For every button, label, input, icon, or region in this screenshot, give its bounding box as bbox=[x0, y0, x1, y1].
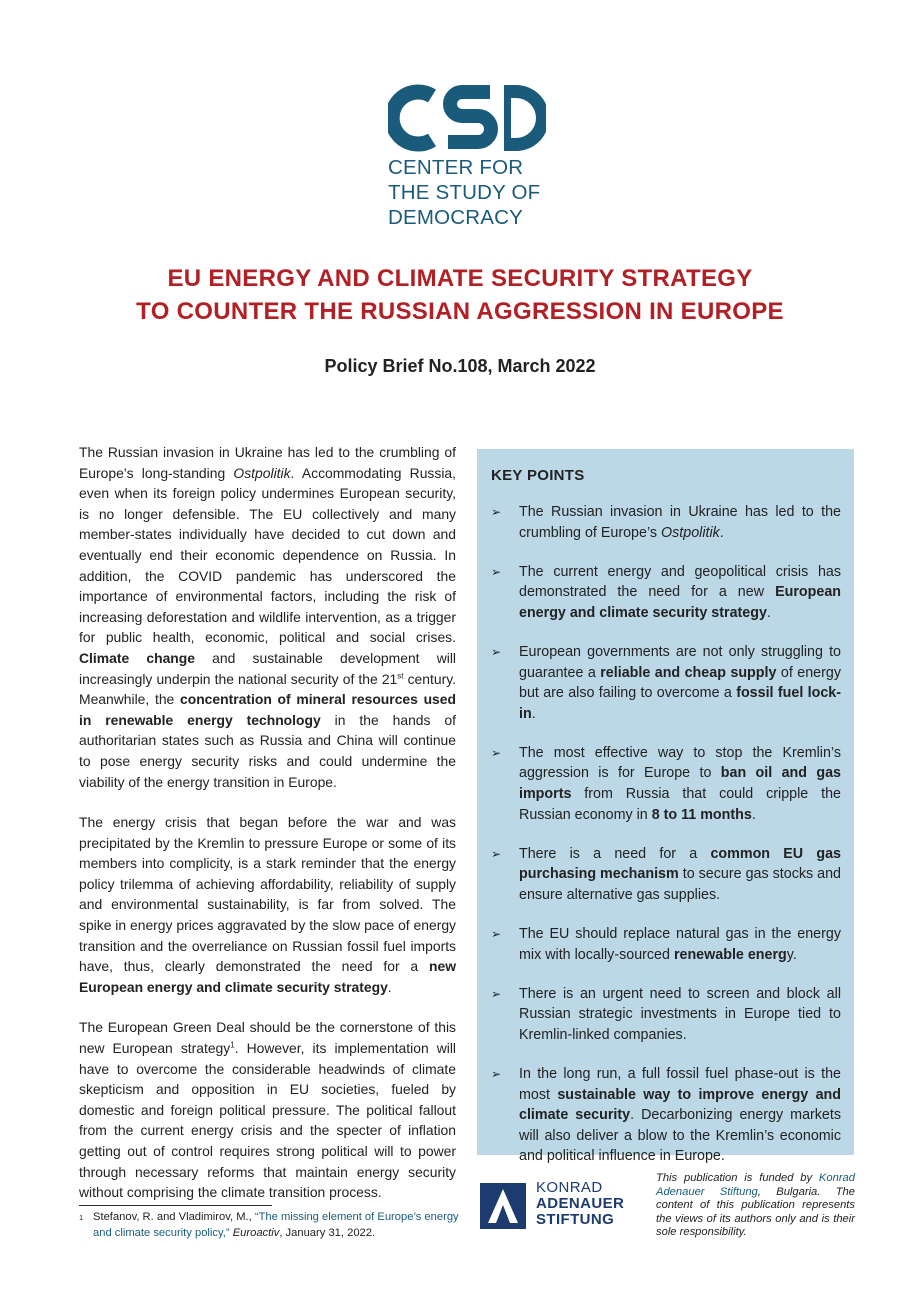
kp8-text-2: . Decarbonizing energy markets will also deliver a blow to the Kremlin’s economic and political influence in Europe. bbox=[519, 1107, 841, 1165]
kp7-text-1: There is an urgent need to screen and block all Russian strategic investments in Europe tied to Kremlin-linked companies. bbox=[519, 985, 841, 1043]
key-points-title: KEY POINTS bbox=[491, 467, 585, 484]
logo-line-2: THE STUDY OF bbox=[388, 181, 541, 204]
footnote-date: , January 31, 2022. bbox=[279, 1226, 376, 1239]
key-point-item bbox=[491, 924, 841, 965]
paragraph-3 bbox=[79, 1017, 456, 1202]
kp4-text-2: from Russia that could cripple the Russian economy in bbox=[519, 786, 841, 823]
key-point-item bbox=[491, 502, 841, 543]
footnote-number: 1 bbox=[79, 1213, 84, 1222]
kp3-bold-2: fossil fuel lock-in bbox=[519, 685, 842, 722]
kas-line-1: KONRAD bbox=[536, 1179, 603, 1196]
kas-emblem-icon bbox=[480, 1183, 526, 1229]
p1-bold-2: concentration of mineral resources used in renewable energy technology bbox=[79, 691, 456, 728]
arrowhead-bullet-icon: ➢ bbox=[491, 846, 502, 861]
key-point-text bbox=[519, 1064, 841, 1167]
main-text-column bbox=[79, 442, 456, 1203]
footnote bbox=[79, 1210, 459, 1241]
key-point-text bbox=[519, 743, 841, 825]
p1-text-5: in the hands of authoritarian states such as Russia and China will continue to pose energy security risks and could undermine the viability of the energy transition in Europe. bbox=[79, 711, 456, 790]
kp2-text-2: . bbox=[766, 604, 771, 621]
arrowhead-bullet-icon: ➢ bbox=[491, 564, 502, 579]
kp4-bold-1: ban oil and gas imports bbox=[519, 765, 841, 803]
paragraph-2 bbox=[79, 812, 456, 997]
funding-text-1: This publication is funded by bbox=[656, 1172, 819, 1184]
key-point-text bbox=[519, 642, 841, 724]
funding-text-2: , Bulgaria. The content of this publication represents the views of its authors only and is their sole responsibility. bbox=[656, 1185, 855, 1238]
kp1-text-1: The Russian invasion in Ukraine has led to the crumbling of Europe’s bbox=[519, 504, 841, 541]
kp3-text-3: . bbox=[531, 705, 536, 722]
kp8-bold-1: sustainable way to improve energy and climate security bbox=[519, 1086, 841, 1124]
arrowhead-bullet-icon: ➢ bbox=[491, 986, 502, 1001]
kp1-text-2: . bbox=[719, 524, 724, 541]
p1-text-1: The Russian invasion in Ukraine has led to the crumbling of Europe’s long-standing bbox=[79, 444, 456, 481]
kp3-bold-1: reliable and cheap supply bbox=[600, 664, 777, 681]
p2-bold-1: new European energy and climate security strategy bbox=[79, 958, 456, 995]
p3-text-1: The European Green Deal should be the cornerstone of this new European strategy bbox=[79, 1019, 456, 1057]
paragraph-1 bbox=[79, 442, 456, 792]
kp2-bold-1: European energy and climate security strategy bbox=[519, 584, 841, 621]
key-points-box bbox=[477, 449, 854, 1165]
p1-text-4: century. Meanwhile, the bbox=[79, 670, 456, 708]
kp8-text-1: In the long run, a full fossil fuel phase-out is the most bbox=[519, 1065, 841, 1103]
p1-italic: Ostpolitik bbox=[233, 464, 291, 481]
kp5-bold-1: common EU gas purchasing mechanism bbox=[519, 845, 842, 883]
kp2-text-1: The current energy and geopolitical crisis has demonstrated the need for a new bbox=[519, 563, 841, 601]
key-point-text bbox=[519, 984, 841, 1046]
footnote-divider bbox=[79, 1205, 272, 1206]
kas-line-2: ADENAUER bbox=[536, 1195, 625, 1212]
kas-line-3: STIFTUNG bbox=[536, 1211, 615, 1228]
arrowhead-bullet-icon: ➢ bbox=[491, 505, 502, 519]
key-point-text bbox=[519, 562, 841, 624]
kp4-text-1: The most effective way to stop the Kremlin’s aggression is for Europe to bbox=[519, 744, 841, 782]
kp6-bold-1: renewable energ bbox=[673, 946, 787, 963]
csd-logo bbox=[388, 82, 548, 230]
p2-text-1: The energy crisis that began before the war and was precipitated by the Kremlin to pressure Europe or some of its members into complicity, is a stark reminder that the energy policy trilemma of achieving affordability, reliability of supply and environmental sustainability, is far from solved. The spike in energy prices aggravated by the slow pace of energy transition and the overreliance on Russian fossil fuel imports have, thus, clearly demonstrated the need for a bbox=[79, 814, 456, 975]
p2-text-2: . bbox=[387, 978, 392, 995]
key-point-item bbox=[491, 562, 841, 624]
logo-line-3: DEMOCRACY bbox=[388, 206, 524, 229]
kas-logo bbox=[480, 1180, 635, 1232]
kp3-text-1: European governments are not only struggling to guarantee a bbox=[519, 643, 841, 681]
key-point-item bbox=[491, 984, 841, 1046]
footnote-text bbox=[93, 1210, 459, 1241]
policy-brief-subtitle: Policy Brief No.108, March 2022 bbox=[324, 356, 596, 376]
kp5-text-2: to secure gas stocks and ensure alternative gas supplies. bbox=[519, 866, 841, 903]
logo-line-1: CENTER FOR bbox=[388, 156, 524, 179]
key-point-text bbox=[519, 502, 841, 543]
key-point-item bbox=[491, 844, 841, 906]
p1-text-2: . Accommodating Russia, even when its foreign policy undermines European security, is no longer defensible. The EU collectively and many member-states individually have decided to cut down and eventually end their economic dependence on Russia. In addition, the COVID pandemic has underscored the importance of environmental factors, including the risk of increasing deforestation and wildlife intervention, as a trigger for public health, economic, political and social crises. bbox=[79, 464, 456, 646]
arrowhead-bullet-icon: ➢ bbox=[491, 927, 502, 941]
csd-wordmark bbox=[388, 82, 546, 154]
kp1-italic: Ostpolitik bbox=[661, 524, 720, 541]
p1-text-3: and sustainable development will increasingly underpin the national security of the 21 bbox=[79, 649, 457, 687]
title-line-1: EU ENERGY AND CLIMATE SECURITY STRATEGY bbox=[167, 265, 753, 292]
p1-superscript: st bbox=[397, 670, 404, 680]
footnote-ref-1[interactable]: 1 bbox=[230, 1040, 235, 1050]
key-point-item bbox=[491, 642, 841, 724]
p1-bold-1: Climate change bbox=[79, 649, 195, 666]
document-title bbox=[0, 262, 920, 328]
key-point-item bbox=[491, 1064, 841, 1167]
kp4-text-3: . bbox=[751, 806, 756, 823]
kas-link[interactable]: Konrad Adenauer Stiftung bbox=[656, 1172, 855, 1198]
key-point-item bbox=[491, 743, 841, 825]
kp5-text-1: There is a need for a bbox=[519, 845, 711, 862]
footnote-authors: Stefanov, R. and Vladimirov, M., bbox=[93, 1211, 255, 1223]
footnote-source: Euroactiv bbox=[232, 1226, 280, 1239]
key-point-text bbox=[519, 924, 841, 965]
kp4-bold-2: 8 to 11 months bbox=[651, 806, 752, 823]
p3-text-2: . However, its implementation will have to overcome the considerable headwinds of climate skepticism and opposition in EU societies, fueled by domestic and foreign political pressure. The political fallout from the current energy crisis and the specter of inflation getting out of control requires strong political will to power through necessary reforms that maintain energy security without comprising the climate transition process. bbox=[79, 1040, 457, 1201]
kp6-text-2: y. bbox=[786, 946, 797, 963]
title-line-2: TO COUNTER THE RUSSIAN AGGRESSION IN EUROPE bbox=[136, 298, 784, 325]
arrowhead-bullet-icon: ➢ bbox=[491, 1066, 502, 1081]
arrowhead-bullet-icon: ➢ bbox=[491, 644, 502, 659]
footnote-article-link[interactable]: “The missing element of Europe’s energy and climate security policy,” bbox=[93, 1211, 459, 1239]
kp3-text-2: of energy but are also failing to overcome a bbox=[519, 664, 841, 702]
key-point-text bbox=[519, 844, 841, 906]
funding-note bbox=[656, 1172, 855, 1240]
kp6-text-1: The EU should replace natural gas in the energy mix with locally-sourced bbox=[519, 926, 841, 963]
arrowhead-bullet-icon: ➢ bbox=[491, 745, 502, 760]
